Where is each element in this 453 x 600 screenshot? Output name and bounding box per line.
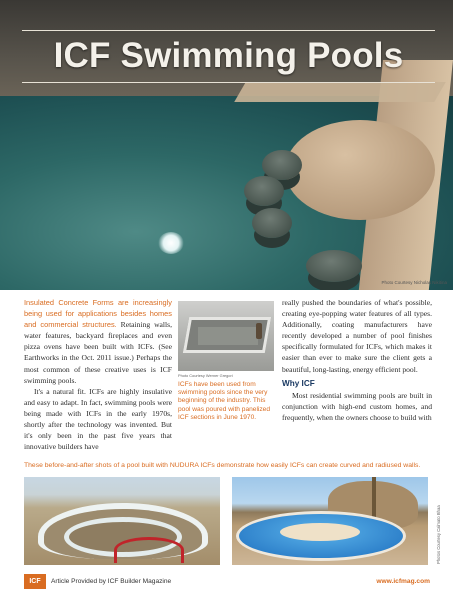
hero-round-platform <box>285 120 435 220</box>
photo-palm-tree <box>372 477 376 517</box>
article-column-3 <box>282 297 432 423</box>
hero-light-reflection <box>158 232 184 254</box>
photo-rebar <box>114 537 184 563</box>
before-construction-photo <box>24 477 220 565</box>
article-paragraph: really pushed the boundaries of what's possible, creating eye-popping water features of all types. Additionally, coating manufacturers have recently developed a number of pool finishes specifically formulated for ICFs, which makes it easier than ever to make sure the client gets a beautiful, long-lasting, energy efficient pool. <box>282 298 432 374</box>
section-heading: Why ICF <box>282 378 315 388</box>
title-block <box>22 24 435 88</box>
photo-pool-island <box>280 523 360 541</box>
title-rule-top <box>22 30 435 31</box>
article-paragraph <box>24 297 172 386</box>
article-paragraph: Most residential swimming pools are built in conjunction with high-end custom homes, and frequently, when the owners choose to build with <box>282 390 432 422</box>
after-finished-pool-photo <box>232 477 428 565</box>
hero-photo-credit: Photo Courtesy Nicholas Nikitina <box>381 280 447 285</box>
photos-caption: These before-and-after shots of a pool built with NUDURA ICFs demonstrate how easily ICFs can create curved and radiused walls. <box>24 462 421 469</box>
article-paragraph: It's a natural fit. ICFs are highly insulative and easy to adapt. In fact, swimming pools were being made with ICFs in the early 1970s, shortly after the technology was invented. But it's only been in the past five years that innovative builders have <box>24 386 172 452</box>
article-lead: Insulated Concrete Forms are increasingly being used for applications besides homes and commercial structures. <box>24 298 172 330</box>
article-column-1 <box>24 297 172 452</box>
photo-worker <box>256 323 262 339</box>
historic-photo-caption: ICFs have been used from swimming pools since the very beginning of the industry. This pool was poured with panelized ICF sections in June 1970. <box>178 381 271 421</box>
article-text: Retaining walls, water features, backyard fireplaces and even pizza ovens have been built with ICFs. (See Earthworks in the Oct. 2011 issue.) Perhaps the most common of these creative uses is ICF swimming pools. <box>24 320 172 385</box>
historic-pool-photo <box>178 301 274 371</box>
historic-photo-credit: Photo Courtesy Werner Gregori <box>178 373 233 378</box>
hero-bar-stool <box>252 208 292 238</box>
hero-bar-stool <box>306 250 362 282</box>
bottom-photos-credit: Photos Courtesy Calmato Bhaa <box>436 505 441 564</box>
hero-bar-stool <box>244 176 284 206</box>
footer-website-link[interactable]: www.icfmag.com <box>376 578 430 585</box>
footer-attribution: Article Provided by ICF Builder Magazine <box>51 578 172 585</box>
photo-pool-floor <box>198 327 258 345</box>
hero-photo <box>0 0 453 290</box>
page-title: ICF Swimming Pools <box>53 36 404 75</box>
icf-builder-logo: ICF <box>24 574 46 589</box>
title-rule-bottom <box>22 82 435 83</box>
